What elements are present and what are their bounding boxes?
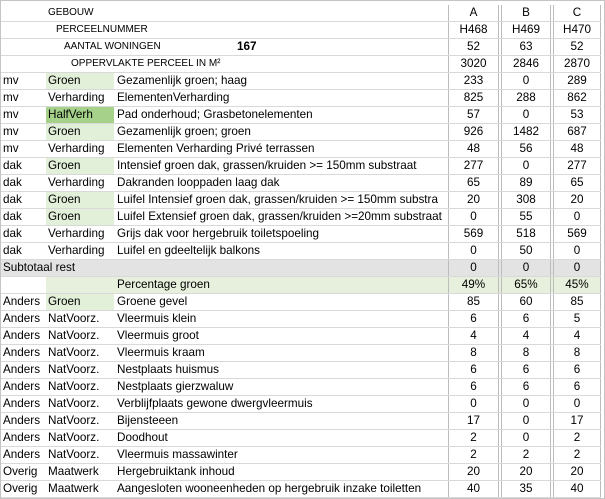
table-row xyxy=(1,73,601,90)
value-c-cell[interactable]: 687 xyxy=(553,124,601,140)
value-a-cell[interactable]: 6 xyxy=(448,362,499,378)
value-a-cell[interactable]: 0 xyxy=(448,209,499,225)
location-cell[interactable]: Anders xyxy=(3,312,41,325)
category-cell[interactable]: Verharding xyxy=(48,142,105,155)
location-cell[interactable]: Overig xyxy=(3,465,38,478)
location-cell[interactable]: mv xyxy=(3,108,19,121)
value-a-cell[interactable]: 6 xyxy=(448,379,499,395)
value-a-cell[interactable]: 85 xyxy=(448,294,499,310)
value-c-cell[interactable]: 20 xyxy=(553,464,601,480)
value-b-cell[interactable]: 50 xyxy=(501,243,551,259)
value-c-cell[interactable]: 2 xyxy=(553,447,601,463)
value-b-cell[interactable]: 0 xyxy=(501,430,551,446)
value-a-cell[interactable]: 57 xyxy=(448,107,499,123)
value-a-cell[interactable]: 17 xyxy=(448,413,499,429)
table-row xyxy=(1,447,601,464)
category-cell[interactable]: Maatwerk xyxy=(48,482,99,495)
table-row xyxy=(1,328,601,345)
category-cell[interactable]: NatVoorz. xyxy=(48,448,100,461)
value-a-cell[interactable]: 4 xyxy=(448,328,499,344)
value-a-cell[interactable]: 926 xyxy=(448,124,499,140)
category-cell[interactable]: NatVoorz. xyxy=(48,363,100,376)
location-cell[interactable]: mv xyxy=(3,91,19,104)
category-cell[interactable]: Verharding xyxy=(48,91,105,104)
value-b-cell[interactable]: 0 xyxy=(501,158,551,174)
location-cell[interactable]: dak xyxy=(3,210,22,223)
value-b-cell[interactable]: 8 xyxy=(501,345,551,361)
value-b-cell[interactable]: 0 xyxy=(501,107,551,123)
location-cell[interactable]: Anders xyxy=(3,414,41,427)
category-cell[interactable]: Maatwerk xyxy=(48,465,99,478)
value-c-cell[interactable]: 5 xyxy=(553,311,601,327)
category-cell[interactable]: NatVoorz. xyxy=(48,397,100,410)
value-b-cell[interactable]: 308 xyxy=(501,192,551,208)
table-row xyxy=(1,464,601,481)
value-a-cell[interactable]: 0 xyxy=(448,396,499,412)
building-b-header[interactable]: B xyxy=(501,5,551,21)
location-cell[interactable]: dak xyxy=(3,176,22,189)
category-cell[interactable]: Verharding xyxy=(48,244,105,257)
value-a-cell[interactable]: 8 xyxy=(448,345,499,361)
category-cell[interactable]: Verharding xyxy=(48,176,105,189)
perceelnummer-a-cell[interactable]: H468 xyxy=(448,22,499,38)
header-row-perceelnummer xyxy=(1,22,601,39)
value-b-cell[interactable]: 20 xyxy=(501,464,551,480)
description-cell[interactable]: Dakranden looppaden laag dak xyxy=(117,176,280,189)
building-c-header[interactable]: C xyxy=(553,5,601,21)
value-c-cell[interactable]: 4 xyxy=(553,328,601,344)
value-a-cell[interactable]: 2 xyxy=(448,447,499,463)
value-c-cell[interactable]: 0 xyxy=(553,243,601,259)
description-cell[interactable]: Vleermuis groot xyxy=(117,329,199,342)
value-b-cell[interactable]: 518 xyxy=(501,226,551,242)
table-row xyxy=(1,481,601,498)
description-cell[interactable]: Nestplaats gierzwaluw xyxy=(117,380,234,393)
table-row xyxy=(1,294,601,311)
value-b-cell[interactable]: 0 xyxy=(501,413,551,429)
subtotal-row xyxy=(1,260,601,277)
value-b-cell[interactable]: 89 xyxy=(501,175,551,191)
value-a-cell[interactable]: 65 xyxy=(448,175,499,191)
value-a-cell[interactable]: 40 xyxy=(448,481,499,497)
description-cell[interactable]: Luifel Extensief groen dak, grassen/kruiden >=20mm substraat xyxy=(117,210,442,223)
value-b-cell[interactable]: 56 xyxy=(501,141,551,157)
table-row xyxy=(1,226,601,243)
table-row xyxy=(1,243,601,260)
value-b-cell[interactable]: 1482 xyxy=(501,124,551,140)
subtotal-a-cell[interactable]: 0 xyxy=(448,260,499,276)
table-row xyxy=(1,379,601,396)
description-cell[interactable]: Vleermuis massawinter xyxy=(117,448,238,461)
value-c-cell[interactable]: 2 xyxy=(553,430,601,446)
value-c-cell[interactable]: 65 xyxy=(553,175,601,191)
category-cell[interactable]: Groen xyxy=(46,158,114,174)
description-cell[interactable]: ElementenVerharding xyxy=(117,91,230,104)
value-a-cell[interactable]: 233 xyxy=(448,73,499,89)
oppervlakte-label[interactable]: OPPERVLAKTE PERCEEL IN M² xyxy=(71,58,221,69)
table-row xyxy=(1,209,601,226)
oppervlakte-c-cell[interactable]: 2870 xyxy=(553,56,601,72)
description-cell[interactable]: Nestplaats huismus xyxy=(117,363,219,376)
table-row xyxy=(1,345,601,362)
description-cell[interactable]: Grijs dak voor hergebruik toiletspoeling xyxy=(117,227,320,240)
value-b-cell[interactable]: 4 xyxy=(501,328,551,344)
value-c-cell[interactable]: 289 xyxy=(553,73,601,89)
table-row xyxy=(1,430,601,447)
aantal-woningen-b-cell[interactable]: 63 xyxy=(501,39,551,55)
building-a-header[interactable]: A xyxy=(448,5,499,21)
value-c-cell[interactable]: 40 xyxy=(553,481,601,497)
aantal-woningen-label[interactable]: AANTAL WONINGEN xyxy=(64,41,161,52)
location-cell[interactable]: Anders xyxy=(3,397,41,410)
value-a-cell[interactable]: 825 xyxy=(448,90,499,106)
header-row-gebouw xyxy=(1,5,601,22)
table-row xyxy=(1,175,601,192)
table-row xyxy=(1,413,601,430)
subtotal-b-cell[interactable]: 0 xyxy=(501,260,551,276)
value-a-cell[interactable]: 277 xyxy=(448,158,499,174)
table-row xyxy=(1,362,601,379)
value-b-cell[interactable]: 6 xyxy=(501,311,551,327)
gebouw-label[interactable]: GEBOUW xyxy=(48,7,94,18)
description-cell[interactable]: Pad onderhoud; Grasbetonelementen xyxy=(117,108,313,121)
location-cell[interactable]: mv xyxy=(3,142,19,155)
category-cell[interactable]: Verharding xyxy=(48,227,105,240)
value-b-cell[interactable]: 6 xyxy=(501,362,551,378)
table-row xyxy=(1,192,601,209)
percentage-c-cell[interactable]: 45% xyxy=(553,277,601,293)
value-a-cell[interactable]: 20 xyxy=(448,464,499,480)
location-cell[interactable]: Overig xyxy=(3,482,38,495)
category-cell[interactable]: NatVoorz. xyxy=(48,329,100,342)
category-cell[interactable]: HalfVerh xyxy=(46,107,114,123)
value-b-cell[interactable]: 6 xyxy=(501,379,551,395)
aantal-woningen-a-cell[interactable]: 52 xyxy=(448,39,499,55)
description-cell[interactable]: Luifel Intensief groen dak, grassen/kruiden >= 150mm substra xyxy=(117,193,438,206)
location-cell[interactable]: Anders xyxy=(3,295,41,308)
oppervlakte-b-cell[interactable]: 2846 xyxy=(501,56,551,72)
value-a-cell[interactable]: 48 xyxy=(448,141,499,157)
oppervlakte-a-cell[interactable]: 3020 xyxy=(448,56,499,72)
value-c-cell[interactable]: 277 xyxy=(553,158,601,174)
table-row xyxy=(1,158,601,175)
value-c-cell[interactable]: 53 xyxy=(553,107,601,123)
location-cell[interactable]: dak xyxy=(3,227,22,240)
value-b-cell[interactable]: 60 xyxy=(501,294,551,310)
value-a-cell[interactable]: 20 xyxy=(448,192,499,208)
subtotal-label[interactable]: Subtotaal rest xyxy=(3,261,76,274)
value-c-cell[interactable]: 569 xyxy=(553,226,601,242)
header-row-oppervlakte xyxy=(1,56,601,73)
value-a-cell[interactable]: 569 xyxy=(448,226,499,242)
description-cell[interactable]: Bijensteeen xyxy=(117,414,179,427)
value-b-cell[interactable]: 35 xyxy=(501,481,551,497)
description-cell[interactable]: Luifel en gdeeltelijk balkons xyxy=(117,244,260,257)
value-c-cell[interactable]: 8 xyxy=(553,345,601,361)
location-cell[interactable]: Anders xyxy=(3,346,41,359)
category-cell[interactable]: Groen xyxy=(46,209,114,225)
table-row xyxy=(1,124,601,141)
perceelnummer-b-cell[interactable]: H469 xyxy=(501,22,551,38)
description-cell[interactable]: Gezamenlijk groen; haag xyxy=(117,74,247,87)
location-cell[interactable]: Anders xyxy=(3,329,41,342)
description-cell[interactable]: Aangesloten wooneenheden op hergebruik inzake toiletten xyxy=(117,482,422,495)
subtotal-c-cell[interactable]: 0 xyxy=(553,260,601,276)
category-cell[interactable]: Groen xyxy=(46,192,114,208)
value-b-cell[interactable]: 0 xyxy=(501,73,551,89)
value-c-cell[interactable]: 0 xyxy=(553,396,601,412)
value-c-cell[interactable]: 6 xyxy=(553,362,601,378)
category-cell[interactable]: NatVoorz. xyxy=(48,346,100,359)
category-cell[interactable]: NatVoorz. xyxy=(48,431,100,444)
percentage-groen-row xyxy=(1,277,601,294)
location-cell[interactable]: mv xyxy=(3,125,19,138)
value-a-cell[interactable]: 2 xyxy=(448,430,499,446)
perceelnummer-c-cell[interactable]: H470 xyxy=(553,22,601,38)
percentage-a-cell[interactable]: 49% xyxy=(448,277,499,293)
value-c-cell[interactable]: 6 xyxy=(553,379,601,395)
value-b-cell[interactable]: 0 xyxy=(501,396,551,412)
description-cell[interactable]: Verblijfplaats gewone dwergvleermuis xyxy=(117,397,313,410)
value-a-cell[interactable]: 0 xyxy=(448,243,499,259)
perceelnummer-label[interactable]: PERCEELNUMMER xyxy=(56,24,148,35)
location-cell[interactable]: dak xyxy=(3,244,22,257)
location-cell[interactable]: Anders xyxy=(3,431,41,444)
value-b-cell[interactable]: 55 xyxy=(501,209,551,225)
description-cell[interactable]: Vleermuis klein xyxy=(117,312,197,325)
percentage-b-cell[interactable]: 65% xyxy=(501,277,551,293)
aantal-woningen-total[interactable]: 167 xyxy=(237,40,257,53)
value-c-cell[interactable]: 862 xyxy=(553,90,601,106)
value-c-cell[interactable]: 48 xyxy=(553,141,601,157)
category-cell[interactable]: NatVoorz. xyxy=(48,380,100,393)
location-cell[interactable]: Anders xyxy=(3,363,41,376)
category-cell[interactable]: Groen xyxy=(46,73,114,89)
table-row xyxy=(1,107,601,124)
value-a-cell[interactable]: 6 xyxy=(448,311,499,327)
category-cell[interactable]: NatVoorz. xyxy=(48,312,100,325)
description-cell[interactable]: Vleermuis kraam xyxy=(117,346,205,359)
value-c-cell[interactable]: 20 xyxy=(553,192,601,208)
location-cell[interactable]: Anders xyxy=(3,448,41,461)
percentage-groen-label[interactable]: Percentage groen xyxy=(117,278,210,291)
location-cell[interactable]: dak xyxy=(3,193,22,206)
category-cell[interactable]: NatVoorz. xyxy=(48,414,100,427)
header-row-aantal-woningen xyxy=(1,39,601,56)
description-cell[interactable]: Gezamenlijk groen; groen xyxy=(117,125,251,138)
value-c-cell[interactable]: 0 xyxy=(553,209,601,225)
location-cell[interactable]: dak xyxy=(3,159,22,172)
table-row xyxy=(1,396,601,413)
description-cell[interactable]: Hergebruiktank inhoud xyxy=(117,465,235,478)
table-row xyxy=(1,141,601,158)
value-c-cell[interactable]: 17 xyxy=(553,413,601,429)
table-row xyxy=(1,311,601,328)
description-cell[interactable]: Doodhout xyxy=(117,431,168,444)
category-cell[interactable]: Groen xyxy=(46,124,114,140)
location-cell[interactable]: mv xyxy=(3,74,19,87)
value-c-cell[interactable]: 85 xyxy=(553,294,601,310)
aantal-woningen-c-cell[interactable]: 52 xyxy=(553,39,601,55)
description-cell[interactable]: Intensief groen dak, grassen/kruiden >= 150mm substraat xyxy=(117,159,417,172)
category-cell[interactable]: Groen xyxy=(46,294,114,310)
location-cell[interactable]: Anders xyxy=(3,380,41,393)
table-row xyxy=(1,90,601,107)
value-b-cell[interactable]: 288 xyxy=(501,90,551,106)
description-cell[interactable]: Elementen Verharding Privé terrassen xyxy=(117,142,315,155)
description-cell[interactable]: Groene gevel xyxy=(117,295,188,308)
value-b-cell[interactable]: 2 xyxy=(501,447,551,463)
